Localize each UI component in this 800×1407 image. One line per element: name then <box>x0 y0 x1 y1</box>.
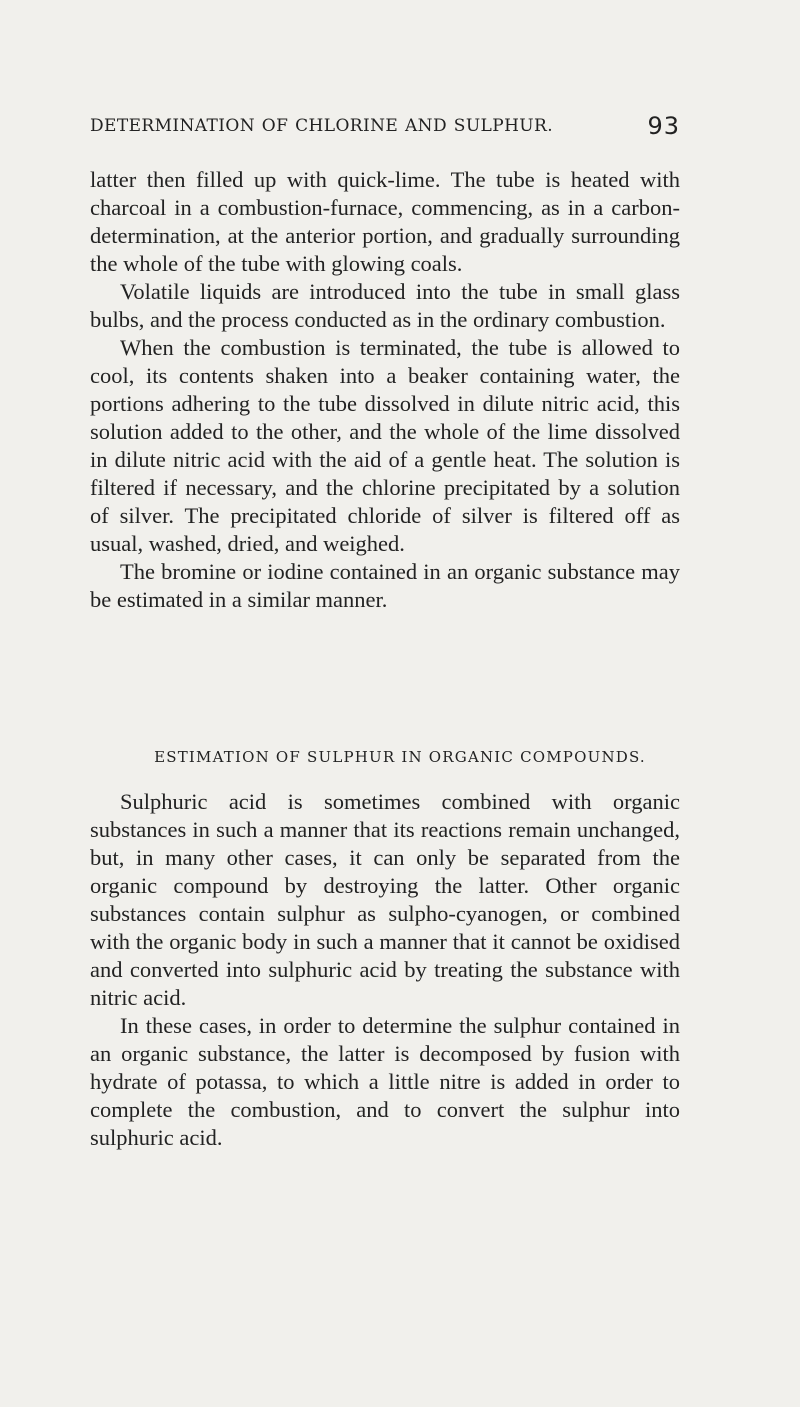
paragraph: latter then filled up with quick-lime. The tube is heated with charcoal in a combustion-furnace, commencing, as in a carbon-determination, at the anterior portion, and gradually surrounding the whole of the tube with glowing coals. <box>90 167 680 276</box>
paragraph: In these cases, in order to determine the sulphur contained in an organic substance, the latter is decomposed by fusion with hydrate of potassa, to which a little nitre is added in order to complete the combustion, and to convert the sulphur into sulphuric acid. <box>90 1013 680 1150</box>
paragraph: Sulphuric acid is sometimes combined with organic substances in such a manner that its reactions remain unchanged, but, in many other cases, it can only be separated from the organic compound by destroying the latter. Other organic substances contain sulphur as sulpho-cyanogen, or combined with the organic body in such a manner that it cannot be oxidised and converted into sulphuric acid by treating the substance with nitric acid. <box>90 789 680 1010</box>
page-header <box>90 112 680 146</box>
running-title: DETERMINATION OF CHLORINE AND SULPHUR. <box>90 116 554 136</box>
paragraph: Volatile liquids are introduced into the tube in small glass bulbs, and the process conducted as in the ordinary combustion. <box>90 279 680 332</box>
paragraph: When the combustion is terminated, the tube is allowed to cool, its contents shaken into a beaker containing water, the portions adhering to the tube dissolved in dilute nitric acid, this solution added to the other, and the whole of the lime dissolved in dilute nitric acid with the aid of a gentle heat. The solution is filtered if necessary, and the chlorine precipitated by a solution of silver. The precipitated chloride of silver is filtered off as usual, washed, dried, and weighed. <box>90 335 680 556</box>
text-block-chlorine <box>90 166 680 614</box>
section-heading: ESTIMATION OF SULPHUR IN ORGANIC COMPOUNDS. <box>154 748 646 766</box>
paragraph: The bromine or iodine contained in an organic substance may be estimated in a similar manner. <box>90 559 680 612</box>
page-number: 93 <box>647 112 680 140</box>
text-block-sulphur <box>90 788 680 1152</box>
